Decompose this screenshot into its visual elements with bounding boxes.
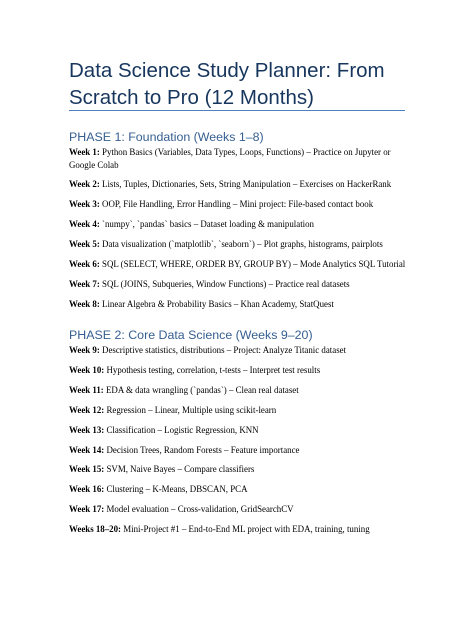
week-4-entry bbox=[69, 218, 414, 231]
week-description: Linear Algebra & Probability Basics – Khan Academy, StatQuest bbox=[102, 299, 334, 309]
document-title: Data Science Study Planner: From Scratch to Pro (12 Months) bbox=[69, 59, 385, 109]
week-13-entry bbox=[69, 424, 414, 437]
week-1-entry bbox=[69, 146, 414, 171]
week-label: Week 6: bbox=[69, 259, 100, 269]
week-description: Python Basics (Variables, Data Types, Loops, Functions) – Practice on Jupyter or Google Colab bbox=[69, 147, 391, 170]
week-label: Week 11: bbox=[69, 385, 104, 395]
phase-1-heading: PHASE 1: Foundation (Weeks 1–8) bbox=[69, 130, 264, 144]
week-label: Week 14: bbox=[69, 445, 105, 455]
week-description: Decision Trees, Random Forests – Feature importance bbox=[106, 445, 300, 455]
week-label: Week 10: bbox=[69, 365, 105, 375]
week-2-entry bbox=[69, 178, 414, 191]
week-description: Model evaluation – Cross-validation, GridSearchCV bbox=[106, 504, 294, 514]
week-label: Week 9: bbox=[69, 345, 100, 355]
week-17-entry bbox=[69, 503, 414, 516]
week-label: Week 4: bbox=[69, 219, 100, 229]
week-12-entry bbox=[69, 404, 414, 417]
week-16-entry bbox=[69, 483, 414, 496]
week-description: OOP, File Handling, Error Handling – Mini project: File-based contact book bbox=[102, 199, 374, 209]
phase-2-heading: PHASE 2: Core Data Science (Weeks 9–20) bbox=[69, 328, 313, 342]
week-description: SQL (JOINS, Subqueries, Window Functions) – Practice real datasets bbox=[102, 279, 350, 289]
week-10-entry bbox=[69, 364, 414, 377]
week-9-entry bbox=[69, 344, 414, 357]
week-description: Hypothesis testing, correlation, t-tests – Interpret test results bbox=[106, 365, 321, 375]
week-7-entry bbox=[69, 278, 414, 291]
week-label: Week 2: bbox=[69, 179, 100, 189]
week-description: EDA & data wrangling (`pandas`) – Clean real dataset bbox=[105, 385, 299, 395]
week-description: Classification – Logistic Regression, KNN bbox=[106, 425, 259, 435]
week-label: Weeks 18–20: bbox=[69, 524, 122, 534]
week-label: Week 15: bbox=[69, 464, 105, 474]
week-label: Week 1: bbox=[69, 147, 100, 157]
week-description: Descriptive statistics, distributions – Project: Analyze Titanic dataset bbox=[102, 345, 347, 355]
week-description: Mini-Project #1 – End-to-End ML project with EDA, training, tuning bbox=[123, 524, 370, 534]
week-description: Lists, Tuples, Dictionaries, Sets, String Manipulation – Exercises on HackerRank bbox=[102, 179, 392, 189]
week-8-entry bbox=[69, 298, 414, 311]
week-label: Week 7: bbox=[69, 279, 100, 289]
week-description: Regression – Linear, Multiple using scikit-learn bbox=[106, 405, 277, 415]
week-label: Week 12: bbox=[69, 405, 105, 415]
week-description: Clustering – K-Means, DBSCAN, PCA bbox=[106, 484, 248, 494]
week-6-entry bbox=[69, 258, 414, 271]
week-description: Data visualization (`matplotlib`, `seaborn`) – Plot graphs, histograms, pairplots bbox=[102, 239, 383, 249]
week-label: Week 16: bbox=[69, 484, 105, 494]
week-label: Week 8: bbox=[69, 299, 100, 309]
week-description: SQL (SELECT, WHERE, ORDER BY, GROUP BY) – Mode Analytics SQL Tutorial bbox=[102, 259, 406, 269]
weeks-18-20-entry bbox=[69, 523, 414, 536]
week-label: Week 5: bbox=[69, 239, 100, 249]
week-label: Week 17: bbox=[69, 504, 105, 514]
week-3-entry bbox=[69, 198, 414, 211]
week-label: Week 13: bbox=[69, 425, 105, 435]
title-underline bbox=[69, 110, 405, 111]
week-14-entry bbox=[69, 444, 414, 457]
week-15-entry bbox=[69, 463, 414, 476]
week-5-entry bbox=[69, 238, 414, 251]
week-11-entry bbox=[69, 384, 414, 397]
week-description: SVM, Naive Bayes – Compare classifiers bbox=[106, 464, 255, 474]
week-description: `numpy`, `pandas` basics – Dataset loading & manipulation bbox=[102, 219, 314, 229]
week-label: Week 3: bbox=[69, 199, 100, 209]
